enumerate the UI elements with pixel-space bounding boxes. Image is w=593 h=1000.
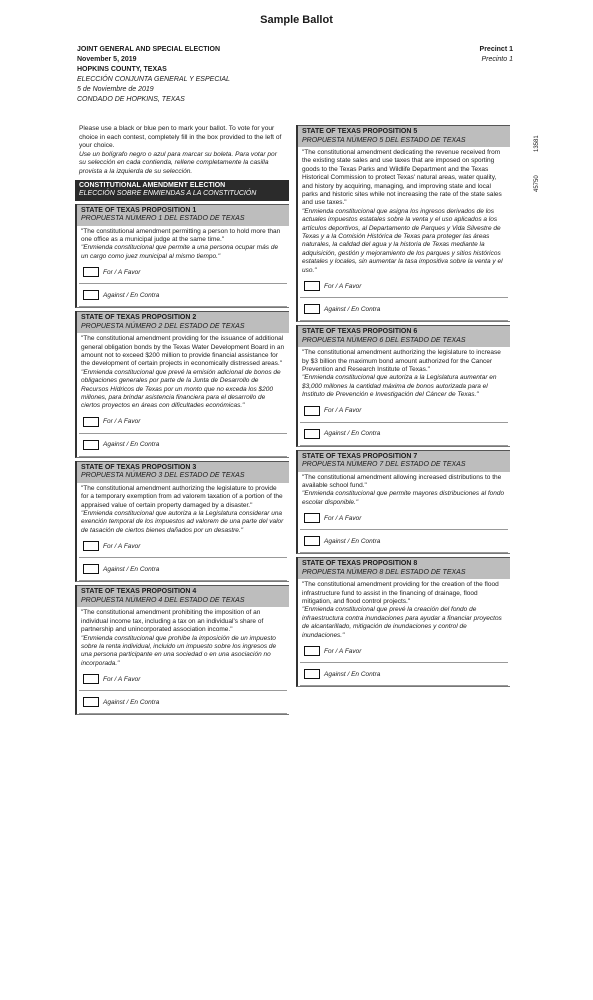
choice-label: Against / En Contra [103,441,160,449]
proposition-text [77,483,289,535]
choice-for[interactable] [79,261,287,284]
proposition-text-es: "Enmienda constitucional que prevé la creación del fondo de infraestructura contra inundaciones para ayudar a financiar proyectos de alcantarillado, mitigación de inundaciones y control de inundaciones." [302,606,502,639]
proposition-text [77,226,289,262]
page-title: Sample Ballot [260,14,333,26]
proposition-title-es: PROPUESTA NÚMERO 4 DEL ESTADO DE TEXAS [81,596,245,604]
proposition-text-es: "Enmienda constitucional que autoriza a la Legislatura considerar una exención temporal de los impuestos ad valorem de una parte del valor de tasación de ciertos bienes dañados por un desastre." [81,510,284,534]
election-county-en: HOPKINS COUNTY, TEXAS [77,66,167,73]
vote-checkbox[interactable] [83,564,99,574]
proposition-text [298,472,510,508]
choice-against[interactable] [300,530,508,553]
choice-against[interactable] [300,423,508,446]
margin-codes [534,132,546,212]
choice-label: Against / En Contra [103,291,160,299]
vote-checkbox[interactable] [83,440,99,450]
proposition-title-en: STATE OF TEXAS PROPOSITION 2 [81,314,197,322]
choice-label: Against / En Contra [324,537,381,545]
margin-code-bottom: 45750 [534,175,540,192]
choice-label: Against / En Contra [324,670,381,678]
proposition-6 [296,325,510,446]
section-header [75,180,289,201]
choice-against[interactable] [79,434,287,457]
election-title-en: JOINT GENERAL AND SPECIAL ELECTION [77,46,220,53]
proposition-title-es: PROPUESTA NÚMERO 7 DEL ESTADO DE TEXAS [302,461,466,469]
section-title-en: CONSTITUTIONAL AMENDMENT ELECTION [79,181,226,189]
vote-checkbox[interactable] [304,304,320,314]
choice-for[interactable] [79,411,287,434]
election-title-es: ELECCIÓN CONJUNTA GENERAL Y ESPECIAL [77,76,230,83]
choice-against[interactable] [79,558,287,581]
proposition-text-en: "The constitutional amendment dedicating the revenue received from the existing state sales and use taxes that are imposed on sporting goods to the Texas Parks and Wildlife Department and the Texas Historical Commission to protect Texas' natural areas, water quality, and history by acquiring, managing, and improving state and local parks and historic sites while not increasing the rate of the state sales and use taxes." [302,149,502,207]
precinct-header [480,45,513,65]
vote-checkbox[interactable] [304,646,320,656]
choice-for[interactable] [300,507,508,530]
proposition-title-es: PROPUESTA NÚMERO 2 DEL ESTADO DE TEXAS [81,322,245,330]
choice-for[interactable] [300,275,508,298]
proposition-header [298,325,510,347]
proposition-7 [296,450,510,555]
vote-checkbox[interactable] [83,267,99,277]
proposition-header [77,311,289,333]
proposition-title-es: PROPUESTA NÚMERO 8 DEL ESTADO DE TEXAS [302,568,466,576]
proposition-text-es: "Enmienda constitucional que permite mayores distribuciones al fondo escolar disponible." [302,490,505,506]
proposition-header [298,125,510,147]
choice-against[interactable] [79,691,287,714]
precinct-en: Precinct 1 [479,46,513,53]
proposition-text [298,347,510,399]
instructions-es: Use un bolígrafo negro o azul para marcar su boleta. Para votar por su selección en cada contienda, rellene completamente la casilla provista a la izquierda de su selección. [79,150,277,175]
election-date-es: 5 de Noviembre de 2019 [77,86,154,93]
proposition-text [298,147,510,275]
vote-checkbox[interactable] [304,406,320,416]
proposition-title-en: STATE OF TEXAS PROPOSITION 6 [302,328,418,336]
proposition-2 [75,311,289,458]
instructions-en: Please use a black or blue pen to mark your ballot. To vote for your choice in each contest, completely fill in the box provided to the left of your choice. [79,125,282,150]
vote-checkbox[interactable] [304,513,320,523]
election-date-en: November 5, 2019 [77,56,137,63]
proposition-5 [296,125,510,322]
choice-label: For / A Favor [103,675,141,683]
choice-against[interactable] [300,663,508,686]
vote-checkbox[interactable] [83,674,99,684]
ballot-column-right [296,125,510,687]
proposition-1 [75,204,289,309]
choice-label: For / A Favor [103,418,141,426]
election-header [77,45,230,105]
proposition-title-en: STATE OF TEXAS PROPOSITION 1 [81,206,197,214]
proposition-title-es: PROPUESTA NÚMERO 5 DEL ESTADO DE TEXAS [302,136,466,144]
proposition-text-en: "The constitutional amendment providing for the creation of the flood infrastructure fund to assist in the financing of drainage, flood mitigation, and flood control projects." [302,581,499,605]
proposition-title-en: STATE OF TEXAS PROPOSITION 3 [81,463,197,471]
proposition-4 [75,585,289,715]
vote-checkbox[interactable] [304,429,320,439]
precinct-es: Precinto 1 [481,56,513,63]
vote-checkbox[interactable] [304,669,320,679]
choice-label: For / A Favor [103,268,141,276]
vote-checkbox[interactable] [83,697,99,707]
proposition-text-en: "The constitutional amendment allowing increased distributions to the available school fund." [302,473,502,489]
proposition-title-en: STATE OF TEXAS PROPOSITION 4 [81,588,197,596]
proposition-header [77,585,289,607]
proposition-text [298,579,510,640]
choice-label: For / A Favor [324,282,362,290]
proposition-text-es: "Enmienda constitucional que autoriza a la Legislatura aumentar en $3,000 millones la cantidad máxima de bonos autorizada para el Instituto de Prevención e Investigación del Cáncer de Texas." [302,374,497,399]
choice-label: Against / En Contra [324,430,381,438]
vote-checkbox[interactable] [83,541,99,551]
proposition-text-en: "The constitutional amendment permitting a person to hold more than one office as a municipal judge at the same time." [81,227,281,243]
choice-label: Against / En Contra [324,305,381,313]
proposition-header [298,557,510,579]
choice-against[interactable] [79,284,287,307]
choice-label: For / A Favor [324,407,362,415]
proposition-title-en: STATE OF TEXAS PROPOSITION 8 [302,560,418,568]
instructions [75,125,289,177]
proposition-title-en: STATE OF TEXAS PROPOSITION 5 [302,128,418,135]
proposition-text [77,607,289,668]
proposition-3 [75,461,289,582]
proposition-text-en: "The constitutional amendment authorizing the legislature to increase by $3 billion the maximum bond amount authorized for the Cancer Prevention and Research Institute of Texas." [302,349,501,373]
ballot-column-left [75,125,289,715]
vote-checkbox[interactable] [304,536,320,546]
proposition-title-es: PROPUESTA NÚMERO 3 DEL ESTADO DE TEXAS [81,472,245,480]
proposition-text-en: "The constitutional amendment prohibiting the imposition of an individual income tax, including a tax on an individual's share of partnership and unincorporated association income." [81,609,264,634]
proposition-text-en: "The constitutional amendment providing for the issuance of additional general obligation bonds by the Texas Water Development Board in an amount not to exceed $200 million to provide financial assistance for the development of certain projects in economically distressed areas." [81,335,285,368]
choice-for[interactable] [300,400,508,423]
choice-label: For / A Favor [324,647,362,655]
proposition-header [77,204,289,226]
choice-label: For / A Favor [103,542,141,550]
proposition-title-es: PROPUESTA NÚMERO 1 DEL ESTADO DE TEXAS [81,215,245,223]
proposition-text-es: "Enmienda constitucional que permite a una persona ocupar más de un cargo como juez municipal al mismo tiempo." [81,244,279,260]
proposition-text-en: "The constitutional amendment authorizing the legislature to provide for a temporary exemption from ad valorem taxation of a portion of the appraised value of certain property damaged by a disaster." [81,484,283,509]
choice-against[interactable] [300,298,508,321]
proposition-title-en: STATE OF TEXAS PROPOSITION 7 [302,452,418,460]
proposition-8 [296,557,510,687]
proposition-text-es: "Enmienda constitucional que asigna los ingresos derivados de los actuales impuestos estatales sobre la venta y el uso aplicados a los artículos deportivos, al Departamento de Parques y Vida Silvestre de Texas y a la Comisión Histórica de Texas para proteger las áreas naturales, la calidad del agua y la historia de Texas mediante la adquisición, gestión y mejoramiento de los parques y sitios históricos estatales y locales, sin aumentar la tasa impositiva sobre la venta y el uso." [302,207,503,274]
proposition-header [298,450,510,472]
proposition-header [77,461,289,483]
choice-label: For / A Favor [324,514,362,522]
margin-code-top: 13581 [534,135,540,152]
vote-checkbox[interactable] [83,417,99,427]
vote-checkbox[interactable] [304,281,320,291]
choice-for[interactable] [300,640,508,663]
choice-for[interactable] [79,535,287,558]
election-county-es: CONDADO DE HOPKINS, TEXAS [77,96,185,103]
proposition-text-es: "Enmienda constitucional que prohíbe la imposición de un impuesto sobre la renta individual, incluido un impuesto sobre los ingresos de una persona participante en una sociedad o en una asociación no incorporada." [81,634,277,667]
choice-label: Against / En Contra [103,698,160,706]
choice-label: Against / En Contra [103,565,160,573]
vote-checkbox[interactable] [83,290,99,300]
proposition-title-es: PROPUESTA NÚMERO 6 DEL ESTADO DE TEXAS [302,336,466,344]
proposition-text-es: "Enmienda constitucional que prevé la emisión adicional de bonos de obligaciones generales por parte de la Junta de Desarrollo de Recursos Hídricos de Texas por un monto que no exceda los $200 millones, para brindar asistencia financiera para el desarrollo de ciertos proyectos en áreas con dificultades económicas." [81,368,281,410]
section-title-es: ELECCIÓN SOBRE ENMIENDAS A LA CONSTITUCIÓN [79,190,257,198]
choice-for[interactable] [79,668,287,691]
proposition-text [77,333,289,411]
